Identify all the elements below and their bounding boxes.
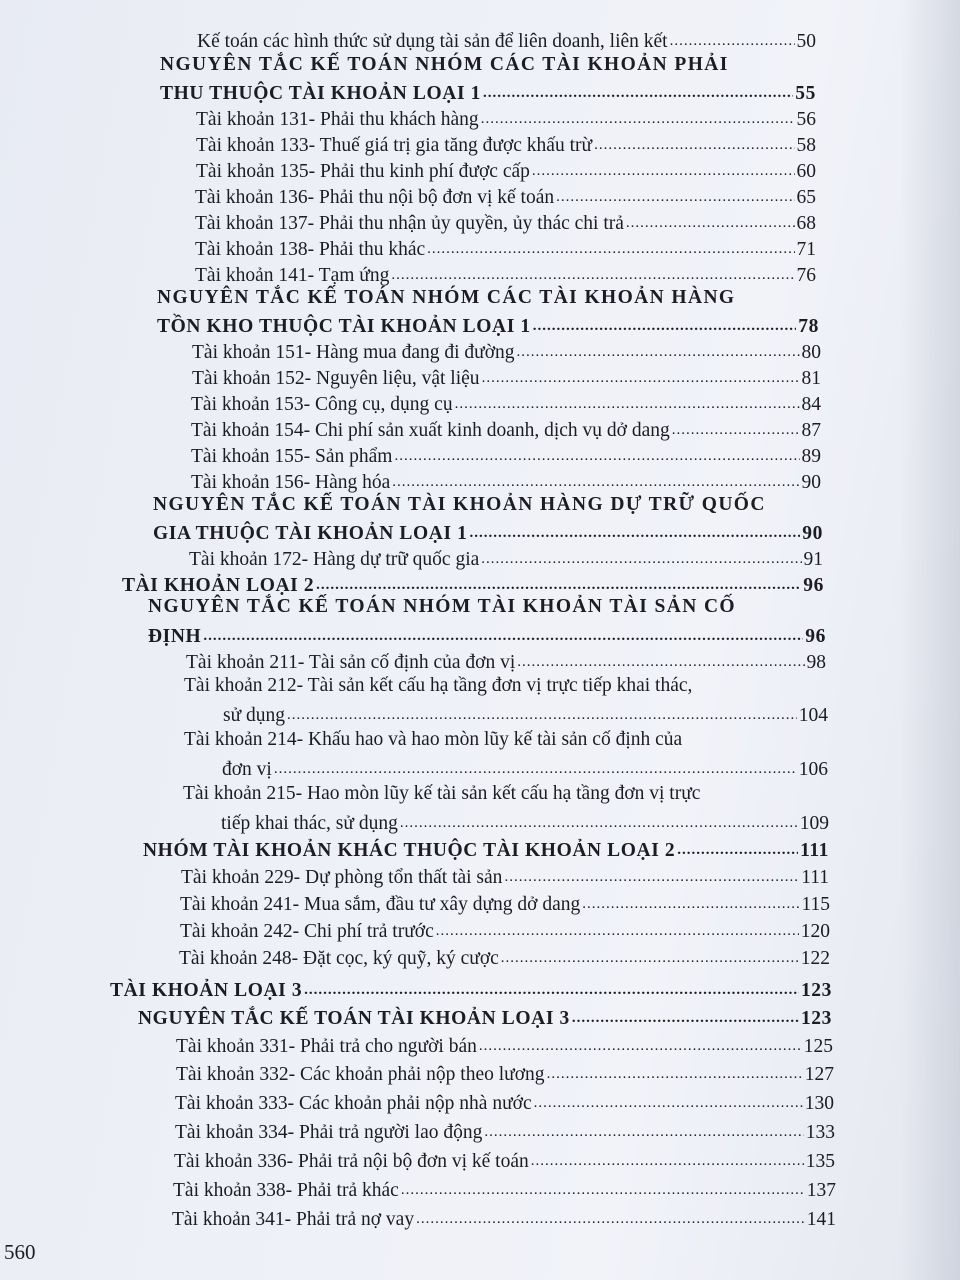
toc-entry-page: 80 [801,342,821,363]
toc-entry-label: Kế toán các hình thức sử dụng tài sản để liên doanh, liên kết [197,31,668,52]
toc-entry [195,259,816,287]
toc-entry-page: 60 [796,161,816,182]
dot-leader [534,1096,803,1115]
toc-entry [172,1203,836,1231]
toc-entry-page: 123 [800,1008,832,1029]
toc-entry [192,336,821,364]
dot-leader [547,1067,803,1086]
toc-entry-page: 90 [801,472,821,493]
toc-entry-label: Tài khoản 152- Nguyên liệu, vật liệu [192,368,480,389]
dot-leader [287,708,797,727]
toc-entry-page: 115 [801,894,830,915]
toc-section-entry [148,620,826,648]
toc-section-entry [153,517,823,545]
toc-entry-label: Tài khoản 211- Tài sản cố định của đơn vị [186,652,516,673]
section-heading: NGUYÊN TẮC KẾ TOÁN NHÓM CÁC TÀI KHOẢN HÀNG [157,287,736,308]
dot-leader [436,924,799,943]
toc-entry-label: Tài khoản 131- Phải thu khách hàng [196,109,479,130]
toc-entry-label: Tài khoản 333- Các khoản phải nộp nhà nước [175,1093,532,1114]
toc-entry [189,543,823,571]
toc-entry-label: Tài khoản 154- Chi phí sản xuất kinh doanh, dịch vụ dở dang [191,420,670,441]
toc-entry-page: 55 [795,83,816,104]
toc-entry [176,1030,833,1058]
toc-entry-label: Tài khoản 242- Chi phí trả trước [180,921,434,942]
toc-entry-page: 137 [806,1180,836,1201]
toc-entry-page: 76 [796,265,816,286]
toc-entry-page: 111 [800,840,829,861]
dot-leader [572,1011,799,1030]
toc-entry-label: Tài khoản 141- Tạm ứng [195,265,390,286]
section-heading: NGUYÊN TẮC KẾ TOÁN TÀI KHOẢN HÀNG DỰ TRỮ QUỐC [153,494,766,515]
toc-section-entry [160,77,816,105]
toc-entry [195,181,816,209]
dot-leader [582,897,799,916]
toc-entry-page: 84 [801,394,821,415]
toc-entry-page: 135 [805,1151,835,1172]
toc-entry-label: tiếp khai thác, sử dụng [221,813,398,834]
toc-entry-label: Tài khoản 135- Phải thu kinh phí được cấp [196,161,530,182]
toc-entry-page: 90 [802,523,823,544]
toc-entry-page: 96 [803,575,824,596]
dot-leader [401,1183,805,1202]
toc-entry-page: 109 [799,813,829,834]
toc-entry-page: 96 [805,626,826,647]
toc-entry-page: 111 [801,867,829,888]
section-heading: NGUYÊN TẮC KẾ TOÁN NHÓM CÁC TÀI KHOẢN PHẢI [160,54,729,75]
toc-entry-page: 50 [796,31,816,52]
toc-entry-label: GIA THUỘC TÀI KHOẢN LOẠI 1 [153,523,468,544]
toc-entry-label: NHÓM TÀI KHOẢN KHÁC THUỘC TÀI KHOẢN LOẠI 2 [143,840,676,861]
dot-leader [501,951,799,970]
toc-entry [180,888,830,916]
toc-entry [174,1145,835,1173]
dot-leader [479,1039,802,1058]
toc-entry [223,699,828,727]
toc-entry-label: Tài khoản 137- Phải thu nhận ủy quyền, ủy thác chi trả [195,213,624,234]
toc-section-entry [143,834,829,862]
toc-entry-page: 120 [800,921,830,942]
toc-entry-first-line: Tài khoản 215- Hao mòn lũy kế tài sản kết cấu hạ tầng đơn vị trực [183,783,701,804]
toc-entry [191,414,821,442]
toc-entry-label: Tài khoản 336- Phải trả nội bộ đơn vị kế toán [174,1151,529,1172]
toc-entry-first-line: Tài khoản 212- Tài sản kết cấu hạ tầng đơn vị trực tiếp khai thác, [184,675,693,696]
toc-entry [186,646,826,674]
toc-entry-label: Tài khoản 331- Phải trả cho người bán [176,1036,477,1057]
toc-entry-page: 87 [801,420,821,441]
toc-entry-label: Tài khoản 241- Mua sắm, đầu tư xây dựng dở dang [180,894,581,915]
toc-entry-label: Tài khoản 156- Hàng hóa [191,472,391,493]
toc-entry [195,233,816,261]
toc-entry [192,362,821,390]
toc-entry-page: 65 [796,187,816,208]
dot-leader [274,762,797,781]
toc-entry-page: 91 [803,549,823,570]
dot-leader [304,983,799,1002]
toc-part-entry [110,974,832,1002]
toc-entry-label: Tài khoản 332- Các khoản phải nộp theo lương [176,1064,545,1085]
toc-entry-page: 78 [798,316,819,337]
toc-entry-page: 98 [806,652,826,673]
toc-entry [196,129,816,157]
toc-entry-page: 123 [800,980,832,1001]
toc-entry [191,466,821,494]
toc-entry-page: 89 [801,446,821,467]
toc-entry-page: 130 [804,1093,834,1114]
page-number: 560 [4,1240,36,1264]
toc-entry-page: 141 [806,1209,836,1230]
toc-entry [196,103,816,131]
toc-entry-label: TÀI KHOẢN LOẠI 3 [110,980,303,1001]
toc-entry [176,1058,834,1086]
toc-entry-page: 106 [798,759,828,780]
toc-entry [179,942,830,970]
toc-section-entry [138,1002,832,1030]
toc-entry-page: 58 [796,135,816,156]
dot-leader [416,1212,805,1231]
dot-leader [400,816,798,835]
toc-entry-label: Tài khoản 338- Phải trả khác [173,1180,399,1201]
toc-entry-page: 104 [798,705,828,726]
toc-entry [191,388,821,416]
toc-entry [191,440,821,468]
toc-entry [173,1174,836,1202]
toc-entry-page: 81 [801,368,821,389]
toc-entry-first-line: Tài khoản 214- Khấu hao và hao mòn lũy kế tài sản cố định của [184,729,683,750]
toc-entry-label: Tài khoản 229- Dự phòng tổn thất tài sản [181,867,503,888]
toc-entry [196,155,816,183]
toc-entry [195,207,816,235]
toc-entry-label: Tài khoản 334- Phải trả người lao động [175,1122,483,1143]
toc-entry [175,1116,835,1144]
toc-entry [175,1087,834,1115]
toc-entry-page: 56 [796,109,816,130]
dot-leader [484,1125,803,1144]
dot-leader [504,870,799,889]
toc-entry-label: NGUYÊN TẮC KẾ TOÁN TÀI KHOẢN LOẠI 3 [138,1008,570,1029]
toc-entry-label: Tài khoản 151- Hàng mua đang đi đường [192,342,515,363]
toc-entry-label: Tài khoản 155- Sản phẩm [191,446,393,467]
toc-entry-page: 68 [796,213,816,234]
toc-entry-label: Tài khoản 248- Đặt cọc, ký quỹ, ký cược [179,948,499,969]
toc-entry-page: 125 [803,1036,833,1057]
toc-entry-label: TỒN KHO THUỘC TÀI KHOẢN LOẠI 1 [157,316,531,337]
page-edge-shadow [900,0,960,1280]
toc-entry-label: Tài khoản 341- Phải trả nợ vay [172,1209,415,1230]
dot-leader [677,843,798,862]
dot-leader [531,1154,804,1173]
toc-entry [221,807,829,835]
toc-entry [181,861,829,889]
toc-entry-label: THU THUỘC TÀI KHOẢN LOẠI 1 [160,83,481,104]
section-heading: NGUYÊN TẮC KẾ TOÁN NHÓM TÀI KHOẢN TÀI SẢN CỐ [148,596,737,617]
toc-entry-label: sử dụng [223,705,286,726]
toc-entry-page: 133 [805,1122,835,1143]
toc-entry-page: 71 [796,239,816,260]
toc-entry-label: Tài khoản 133- Thuế giá trị gia tăng được khấu trừ [196,135,593,156]
toc-entry-label: đơn vị [222,759,272,780]
toc-entry-page: 122 [800,948,830,969]
toc-entry-label: Tài khoản 136- Phải thu nội bộ đơn vị kế toán [195,187,555,208]
toc-entry-label: TÀI KHOẢN LOẠI 2 [122,575,315,596]
toc-entry-label: Tài khoản 153- Công cụ, dụng cụ [191,394,453,415]
toc-entry [222,753,828,781]
toc-entry-label: Tài khoản 172- Hàng dự trữ quốc gia [189,549,480,570]
toc-entry-page: 127 [804,1064,834,1085]
toc-entry-label: Tài khoản 138- Phải thu khác [195,239,426,260]
toc-entry-label: ĐỊNH [148,626,202,647]
toc-entry [197,25,816,53]
toc-entry [180,915,830,943]
toc-section-entry [157,310,819,338]
